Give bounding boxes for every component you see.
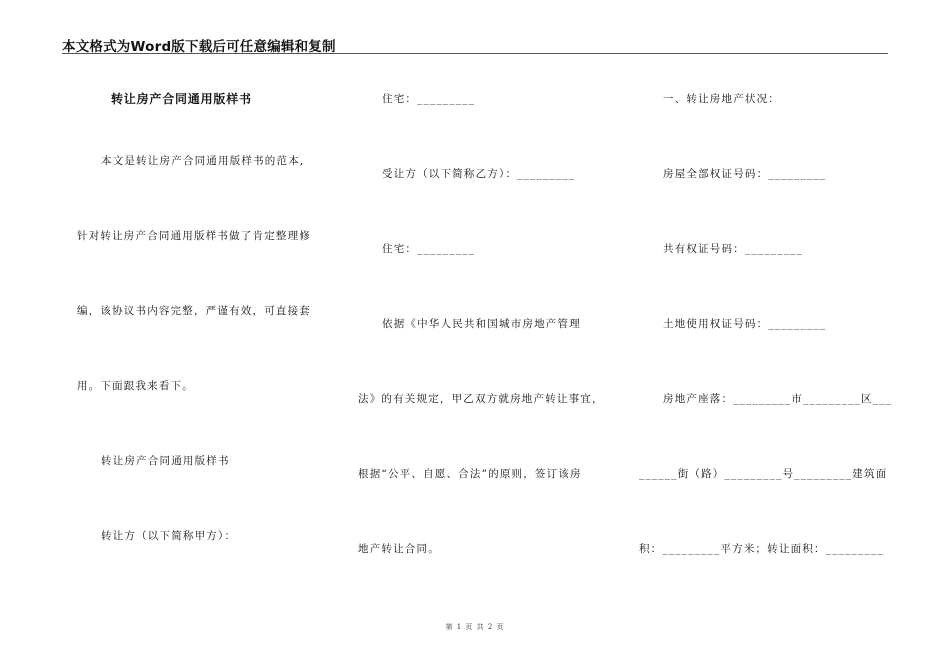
document-header xyxy=(62,33,888,54)
paragraph-line: 房地产座落：_________市_________区___ xyxy=(663,393,893,405)
subtitle-line: 转让房产合同通用版样书 xyxy=(101,455,230,467)
paragraph-line: 住宅：_________ xyxy=(382,243,476,255)
paragraph-line: 土地使用权证号码：_________ xyxy=(663,318,827,330)
paragraph-line: 编，该协议书内容完整，严谨有效，可直接套 xyxy=(77,305,311,317)
header-text: 本文格式为Word版下载后可任意编辑和复制 xyxy=(62,39,336,55)
paragraph-line: 地产转让合同。 xyxy=(358,543,440,555)
paragraph-line: 针对转让房产合同通用版样书做了肯定整理修 xyxy=(77,230,311,242)
paragraph-line: 根据“公平、自愿、合法”的原则，签订该房 xyxy=(358,468,582,480)
paragraph-line: 依据《中华人民共和国城市房地产管理 xyxy=(382,318,581,330)
paragraph-line: 共有权证号码：_________ xyxy=(663,243,803,255)
page-number: 第 1 页 共 2 页 xyxy=(445,623,505,631)
paragraph-line: ______街（路）_________号_________建筑面 xyxy=(639,468,888,480)
paragraph-line: 房屋全部权证号码：_________ xyxy=(663,168,827,180)
document-title: 转让房产合同通用版样书 xyxy=(111,92,252,106)
section-heading: 一、转让房地产状况： xyxy=(663,93,780,105)
paragraph-line: 住宅：_________ xyxy=(382,93,476,105)
paragraph-line: 用。下面跟我来看下。 xyxy=(77,380,194,392)
paragraph-line: 转让方（以下简称甲方）： xyxy=(101,530,237,542)
paragraph-line: 积：_________平方米；转让面积：_________ xyxy=(639,543,884,555)
paragraph-line: 本文是转让房产合同通用版样书的范本, xyxy=(101,155,305,167)
paragraph-line: 受让方（以下简称乙方）：_________ xyxy=(382,168,576,180)
paragraph-line: 法》的有关规定，甲乙双方就房地产转让事宜， xyxy=(358,393,604,405)
